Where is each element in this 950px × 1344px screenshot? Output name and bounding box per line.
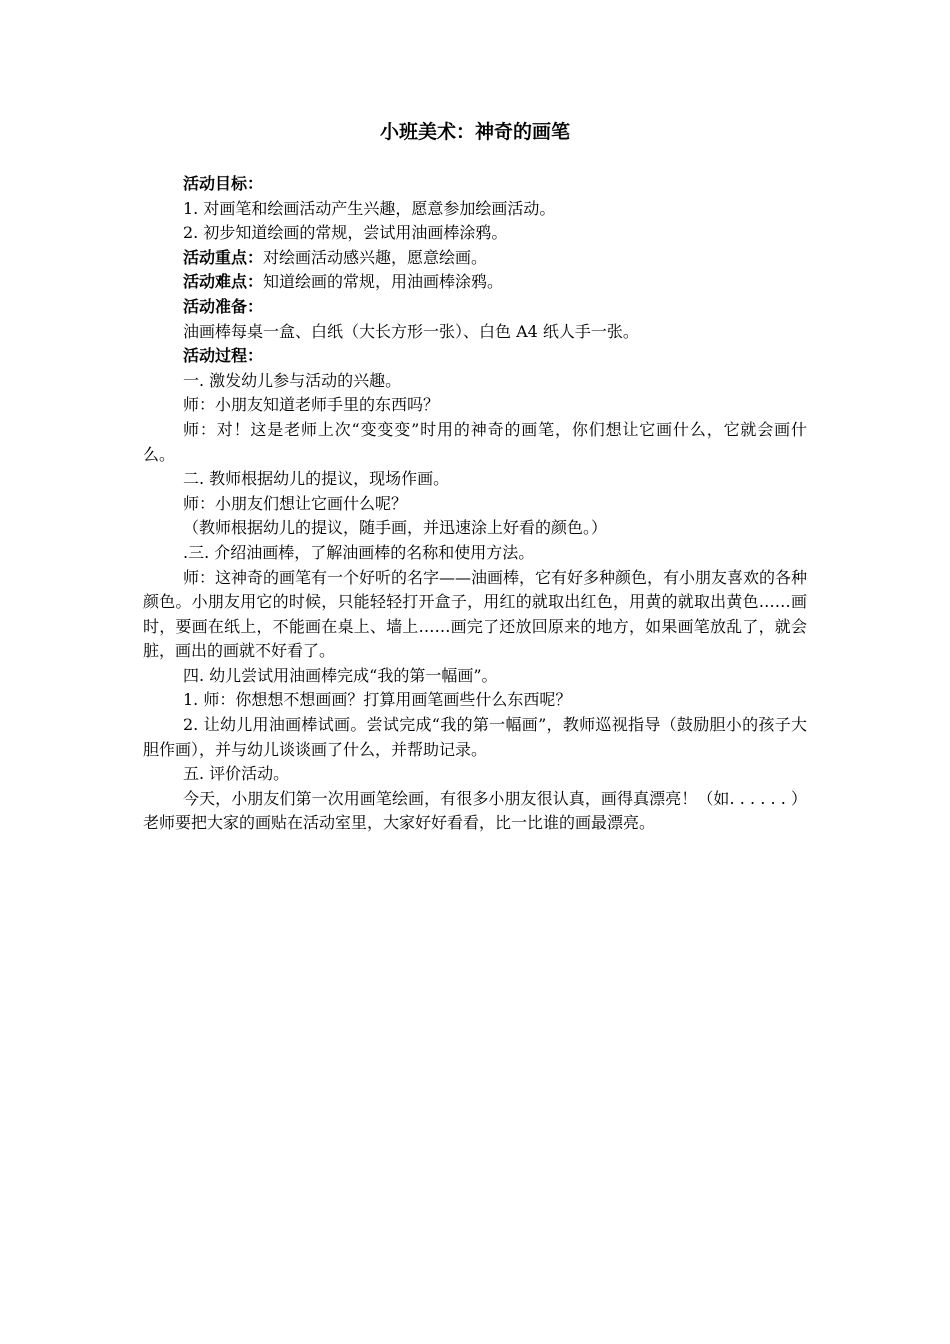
goals-heading: 活动目标： bbox=[183, 174, 264, 193]
paragraph: 今天，小朋友们第一次用画笔绘画，有很多小朋友很认真，画得真漂亮！（如. . . . . . ）老师要把大家的画贴在活动室里，大家好好看看，比一比谁的画最漂亮。 bbox=[143, 788, 807, 833]
document-title: 小班美术：神奇的画笔 bbox=[379, 121, 570, 143]
key-point bbox=[143, 246, 807, 271]
goal-2: 2. 初步知道绘画的常规，尝试用油画棒涂鸦。 bbox=[183, 223, 508, 243]
paragraph: 师：小朋友知道老师手里的东西吗？ bbox=[183, 395, 440, 415]
difficulty-text: 知道绘画的常规，用油画棒涂鸦。 bbox=[263, 272, 504, 292]
paragraph: （教师根据幼儿的提议，随手画，并迅速涂上好看的颜色。） bbox=[183, 518, 608, 538]
step-2: 二. 教师根据幼儿的提议，现场作画。 bbox=[183, 469, 450, 489]
paragraph: 2. 让幼儿用油画棒试画。尝试完成“我的第一幅画”，教师巡视指导（鼓励胆小的孩子大胆作画），并与幼儿谈谈画了什么，并帮助记录。 bbox=[143, 715, 807, 759]
document-page bbox=[143, 118, 807, 836]
prep-heading: 活动准备： bbox=[183, 296, 264, 316]
paragraph: 师：这神奇的画笔有一个好听的名字——油画棒，它有好多种颜色，有小朋友喜欢的各种颜色。小朋友用它的时候，只能轻轻打开盒子，用红的就取出红色，用黄的就取出黄色……画时，要画在纸上，不能画在桌上、墙上……画完了还放回原来的地方，如果画笔放乱了，就会脏，画出的画就不好看了。 bbox=[143, 567, 808, 661]
goal-1: 1. 对画笔和绘画活动产生兴趣，愿意参加绘画活动。 bbox=[183, 198, 556, 218]
step-1: 一. 激发幼儿参与活动的兴趣。 bbox=[183, 370, 402, 390]
process-heading: 活动过程： bbox=[183, 346, 264, 366]
paragraph: 1. 师：你想想不想画画？打算用画笔画些什么东西呢？ bbox=[183, 690, 572, 710]
prep-text: 油画棒每桌一盒、白纸（大长方形一张）、白色 A4 纸人手一张。 bbox=[183, 321, 639, 341]
step-4: 四. 幼儿尝试用油画棒完成“我的第一幅画”。 bbox=[183, 665, 498, 685]
paragraph: 师：小朋友们想让它画什么呢？ bbox=[183, 493, 408, 513]
step-3: .三. 介绍油画棒，了解油画棒的名称和使用方法。 bbox=[183, 542, 535, 562]
difficulty-label: 活动难点： bbox=[183, 272, 264, 292]
difficulty-point bbox=[143, 270, 807, 295]
step-5: 五. 评价活动。 bbox=[183, 764, 290, 784]
key-point-label: 活动重点： bbox=[183, 247, 264, 267]
paragraph: 师：对！这是老师上次“变变变”时用的神奇的画笔，你们想让它画什么，它就会画什么。 bbox=[143, 419, 807, 464]
key-point-text: 对绘画活动感兴趣，愿意绘画。 bbox=[263, 247, 488, 267]
